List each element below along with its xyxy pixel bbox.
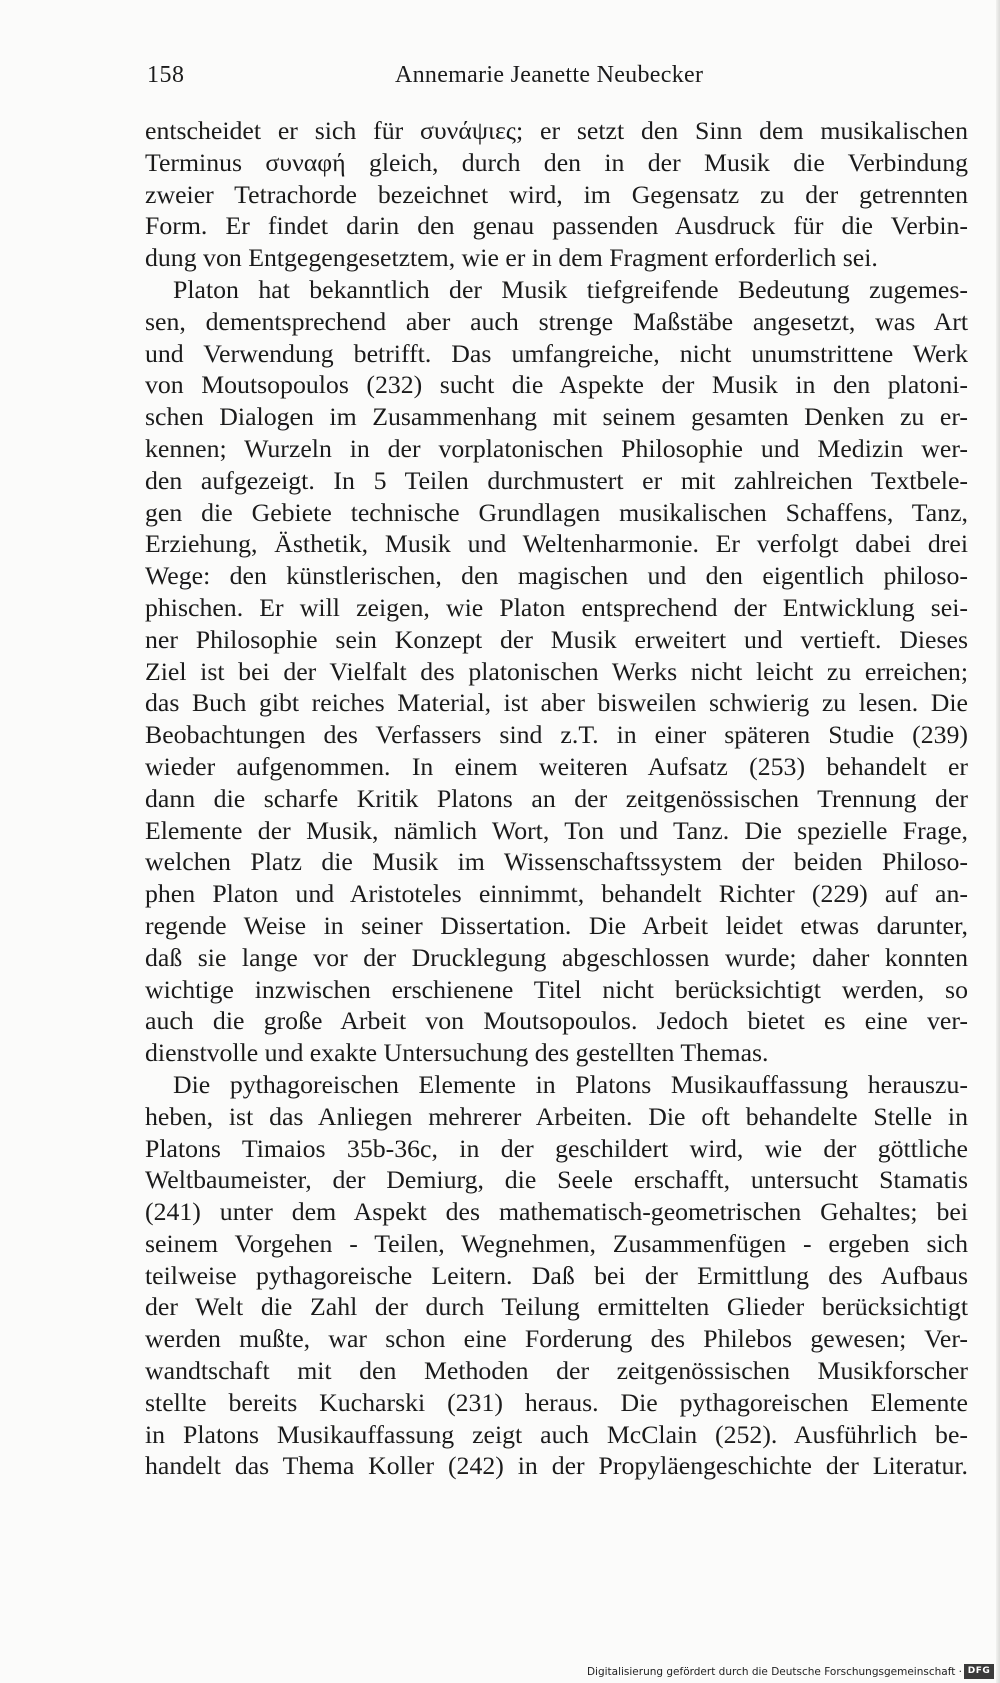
text-line: schen Dialogen im Zusammenhang mit seinem gesamten Denken zu er- [145, 402, 968, 432]
text-line: entscheidet er sich für συνάψιες; er setzt den Sinn dem musikalischen [145, 116, 968, 145]
text-line: wichtige inzwischen erschienene Titel nicht berücksichtigt werden, so [145, 974, 968, 1004]
footer-credit: Digitalisierung gefördert durch die Deutsche Forschungsgemeinschaft · [586, 1666, 962, 1678]
text-line: in Platons Musikauffassung zeigt auch McClain (252). Ausführlich be- [145, 1419, 968, 1449]
text-line: dung von Entgegengesetztem, wie er in dem Fragment erforderlich sei. [145, 243, 878, 273]
text-line: den aufgezeigt. In 5 Teilen durchmustert er mit zahlreichen Textbele- [145, 465, 968, 495]
text-line: zweier Tetrachorde bezeichnet wird, im Gegensatz zu der getrennten [145, 179, 968, 209]
text-line: das Buch gibt reiches Material, ist aber bisweilen schwierig zu lesen. Die [145, 688, 968, 718]
text-line: ner Philosophie sein Konzept der Musik erweitert und vertieft. Dieses [145, 624, 968, 654]
text-line: wandtschaft mit den Methoden der zeitgenössischen Musikforscher [145, 1356, 968, 1386]
text-line: welchen Platz die Musik im Wissenschaftssystem der beiden Philoso- [145, 847, 968, 877]
running-head: Annemarie Jeanette Neubecker [395, 62, 704, 88]
text-line: werden mußte, war schon eine Forderung des Philebos gewesen; Ver- [145, 1324, 968, 1354]
text-line: und Verwendung betrifft. Das umfangreiche, nicht unumstrittene Werk [145, 338, 968, 368]
text-line: Platons Timaios 35b-36c, in der geschildert wird, wie der göttliche [145, 1133, 968, 1163]
text-line: der Welt die Zahl der durch Teilung ermittelten Glieder berücksichtigt [145, 1292, 968, 1322]
text-line: dann die scharfe Kritik Platons an der zeitgenössischen Trennung der [145, 783, 968, 813]
digitization-footer [0, 1661, 1000, 1683]
text-line: Ziel ist bei der Vielfalt des platonischen Werks nicht leicht zu erreichen; [145, 656, 968, 686]
text-line: von Moutsopoulos (232) sucht die Aspekte der Musik in den platoni- [145, 370, 968, 400]
text-line: Weltbaumeister, der Demiurg, die Seele erschafft, untersucht Stamatis [145, 1165, 968, 1195]
text-line: stellte bereits Kucharski (231) heraus. Die pythagoreischen Elemente [145, 1387, 968, 1417]
text-line: heben, ist das Anliegen mehrerer Arbeiten. Die oft behandelte Stelle in [145, 1101, 968, 1131]
text-line: gen die Gebiete technische Grundlagen musikalischen Schaffens, Tanz, [145, 497, 968, 527]
page-header [147, 58, 967, 92]
text-line: Die pythagoreischen Elemente in Platons Musikauffassung herauszu- [173, 1069, 968, 1099]
text-line: daß sie lange vor der Drucklegung abgeschlossen wurde; daher konnten [145, 942, 968, 972]
page-number: 158 [147, 62, 185, 88]
body-text [145, 115, 968, 1482]
text-line: sen, dementsprechend aber auch strenge Maßstäbe angesetzt, was Art [145, 306, 968, 336]
text-line: phen Platon und Aristoteles einnimmt, behandelt Richter (229) auf an- [145, 879, 968, 909]
text-line: wieder aufgenommen. In einem weiteren Aufsatz (253) behandelt er [145, 751, 968, 781]
text-line: auch die große Arbeit von Moutsopoulos. Jedoch bietet es eine ver- [145, 1006, 968, 1036]
dfg-logo-icon: DFG [964, 1664, 994, 1679]
text-line: Platon hat bekanntlich der Musik tiefgreifende Bedeutung zugemes- [173, 274, 968, 304]
text-line: Terminus συναφή gleich, durch den in der Musik die Verbindung [145, 147, 968, 177]
text-line: dienstvolle und exakte Untersuchung des gestellten Themas. [145, 1038, 769, 1068]
text-line: (241) unter dem Aspekt des mathematisch-geometrischen Gehaltes; bei [145, 1197, 968, 1227]
text-line: Form. Er findet darin den genau passenden Ausdruck für die Verbin- [145, 211, 968, 241]
text-line: Wege: den künstlerischen, den magischen und den eigentlich philoso- [145, 561, 968, 591]
text-line: kennen; Wurzeln in der vorplatonischen Philosophie und Medizin wer- [145, 433, 968, 463]
text-line: seinem Vorgehen - Teilen, Wegnehmen, Zusammenfügen - ergeben sich [145, 1228, 968, 1258]
text-line: Erziehung, Ästhetik, Musik und Weltenharmonie. Er verfolgt dabei drei [145, 529, 968, 559]
page-edge-shadow [996, 0, 1000, 1683]
text-line: Elemente der Musik, nämlich Wort, Ton und Tanz. Die spezielle Frage, [145, 815, 968, 845]
text-line: teilweise pythagoreische Leitern. Daß bei der Ermittlung des Aufbaus [145, 1260, 968, 1290]
text-line: regende Weise in seiner Dissertation. Die Arbeit leidet etwas darunter, [145, 910, 968, 940]
text-line: handelt das Thema Koller (242) in der Propyläengeschichte der Literatur. [145, 1451, 968, 1481]
text-line: phischen. Er will zeigen, wie Platon entsprechend der Entwicklung sei- [145, 592, 968, 622]
text-line: Beobachtungen des Verfassers sind z.T. in einer späteren Studie (239) [145, 720, 968, 750]
